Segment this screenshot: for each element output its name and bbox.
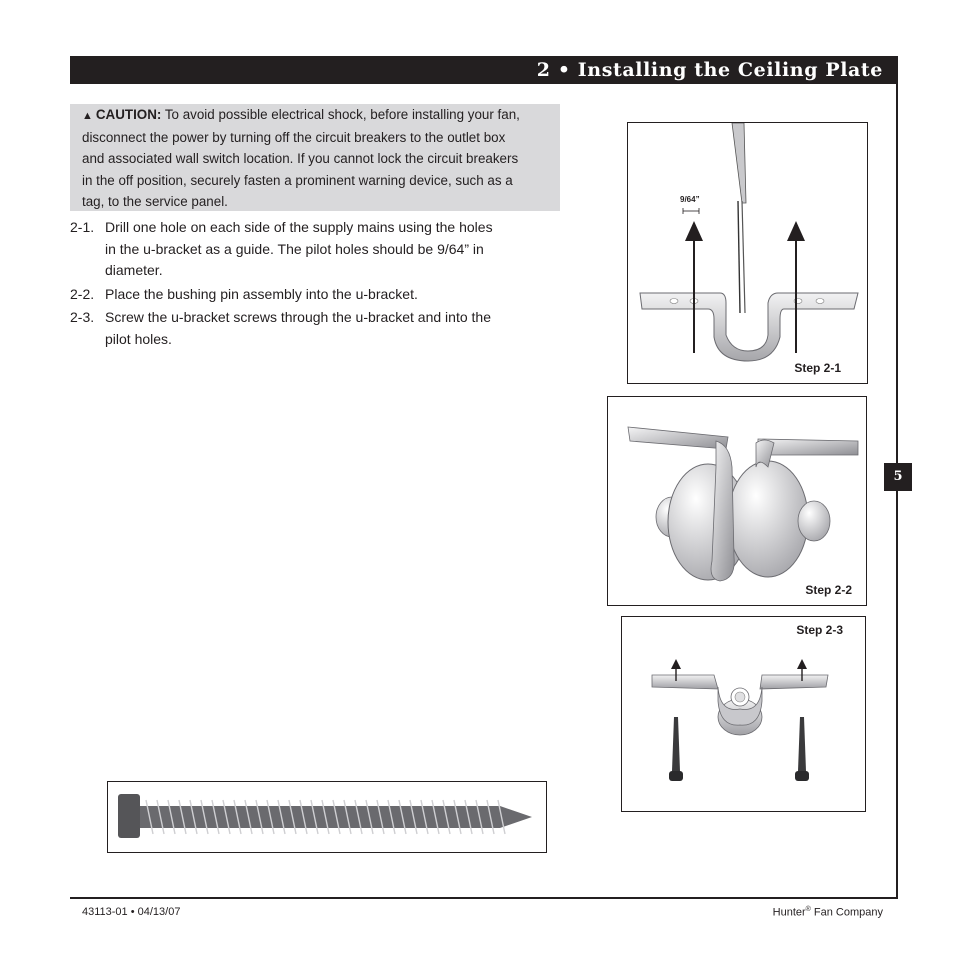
step-line: pilot holes. [105, 330, 172, 347]
figure-step-2-1 [627, 122, 868, 384]
figure-caption: Step 2-3 [796, 623, 843, 637]
step-line: Place the bushing pin assembly into the u-bracket. [105, 285, 418, 302]
figure-caption: Step 2-2 [805, 583, 852, 597]
bottom-page-rule [70, 897, 898, 899]
step-line: Screw the u-bracket screws through the u-bracket and into the [105, 309, 491, 325]
caution-line: tag, to the service panel. [82, 193, 228, 209]
footer-company [773, 906, 883, 919]
company-suffix: Fan Company [810, 906, 883, 919]
section-title: 2 • Installing the Ceiling Plate [536, 59, 883, 81]
screw-illustration [108, 782, 547, 853]
footer-doc-id: 43113-01 • 04/13/07 [82, 906, 181, 918]
figure-caption: Step 2-1 [794, 361, 841, 375]
caution-heading: CAUTION: [95, 107, 162, 122]
step-text [70, 284, 570, 306]
step-number: 2-2. [70, 285, 95, 302]
caution-box [70, 104, 560, 211]
step-text [70, 217, 570, 282]
step-item [70, 307, 570, 350]
caution-text: To avoid possible electrical shock, before installing your fan, [164, 107, 520, 122]
step-line: diameter. [105, 262, 163, 278]
warning-triangle-icon: ▲ [82, 110, 93, 122]
figure-step-2-3 [621, 616, 866, 812]
step-line: in the u-bracket as a guide. The pilot holes should be 9/64” in [105, 240, 484, 257]
bracket-screws-illustration [622, 617, 866, 812]
step-number: 2-3. [70, 309, 95, 325]
step-item [70, 284, 570, 306]
instruction-steps [70, 217, 570, 352]
u-bracket-drill-illustration [628, 123, 868, 384]
step-item [70, 217, 570, 282]
caution-line: disconnect the power by turning off the circuit breakers to the outlet box [82, 130, 506, 146]
caution-line [82, 104, 552, 127]
bushing-pin-illustration [608, 397, 867, 606]
registered-mark: ® [805, 906, 811, 913]
step-number: 2-1. [70, 219, 95, 235]
caution-line: in the off position, securely fasten a prominent warning device, such as a [82, 172, 513, 188]
page-number-tab: 5 [884, 463, 912, 491]
company-name: Hunter [772, 906, 806, 919]
figure-step-2-2 [607, 396, 867, 606]
caution-line: and associated wall switch location. If you cannot lock the circuit breakers [82, 151, 519, 167]
section-header-bar [70, 56, 897, 84]
step-text [70, 307, 570, 350]
hole-diameter-label: 9/64” [680, 195, 700, 204]
screw-actual-size-figure [107, 781, 547, 853]
step-line: Drill one hole on each side of the supply mains using the holes [105, 219, 493, 235]
